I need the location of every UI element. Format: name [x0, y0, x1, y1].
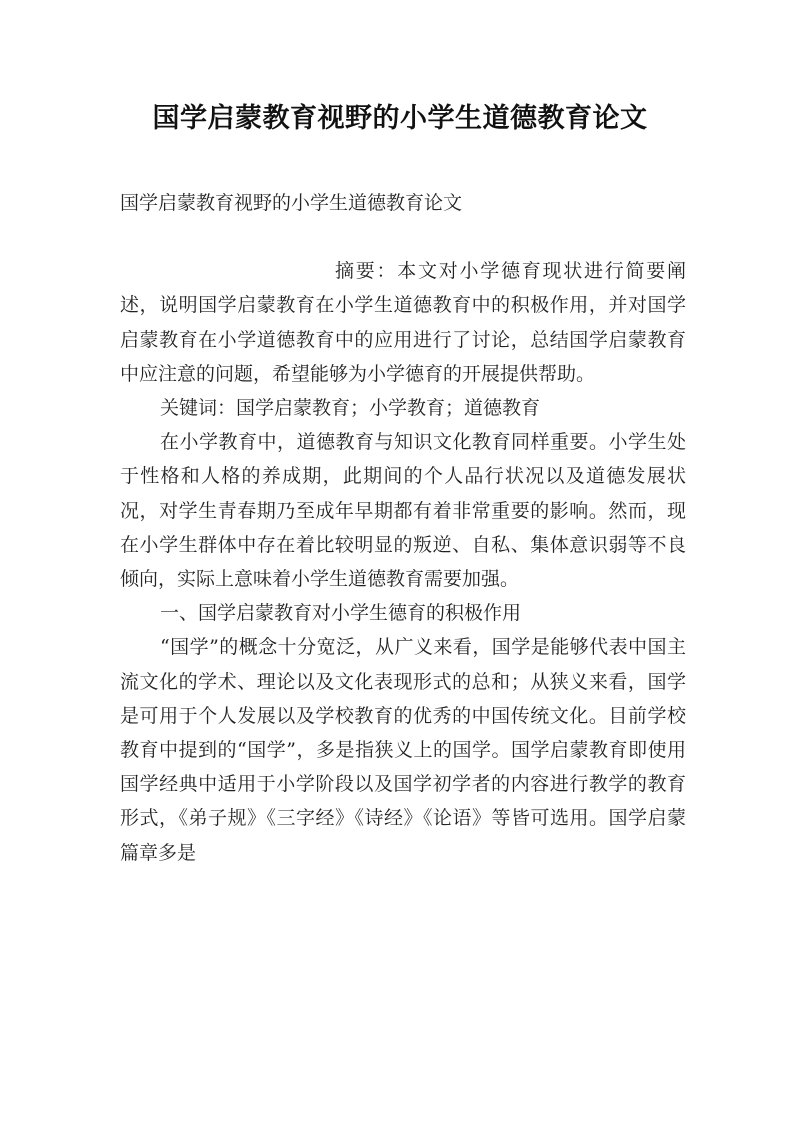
abstract-paragraph: 摘要：本文对小学德育现状进行简要阐述，说明国学启蒙教育在小学生道德教育中的积极作用，并对国学启蒙教育在小学道德教育中的应用进行了讨论，总结国学启蒙教育中应注意的问题，希望能够为小学德育的开展提供帮助。: [120, 260, 686, 385]
document-body: [120, 186, 686, 870]
body-paragraph-2: “国学”的概念十分宽泛，从广义来看，国学是能够代表中国主流文化的学术、理论以及文化表现形式的总和；从狭义来看，国学是可用于个人发展以及学校教育的优秀的中国传统文化。目前学校教育中提到的“国学”，多是指狭义上的国学。国学启蒙教育即使用国学经典中适用于小学阶段以及国学初学者的内容进行教学的教育形式，《弟子规》《三字经》《诗经》《论语》等皆可选用。国学启蒙篇章多是: [120, 636, 686, 864]
document-subtitle: 国学启蒙教育视野的小学生道德教育论文: [120, 192, 463, 214]
body-paragraph-1: 在小学教育中，道德教育与知识文化教育同样重要。小学生处于性格和人格的养成期，此期间的个人品行状况以及道德发展状况，对学生青春期乃至成年早期都有着非常重要的影响。然而，现在小学生群体中存在着比较明显的叛逆、自私、集体意识弱等不良倾向，实际上意味着小学生道德教育需要加强。: [120, 431, 686, 591]
section-heading-1: 一、国学启蒙教育对小学生德育的积极作用: [160, 602, 522, 625]
document-title: 国学启蒙教育视野的小学生道德教育论文: [152, 103, 648, 134]
keywords-line: 关键词：国学启蒙教育；小学教育；道德教育: [160, 397, 541, 420]
